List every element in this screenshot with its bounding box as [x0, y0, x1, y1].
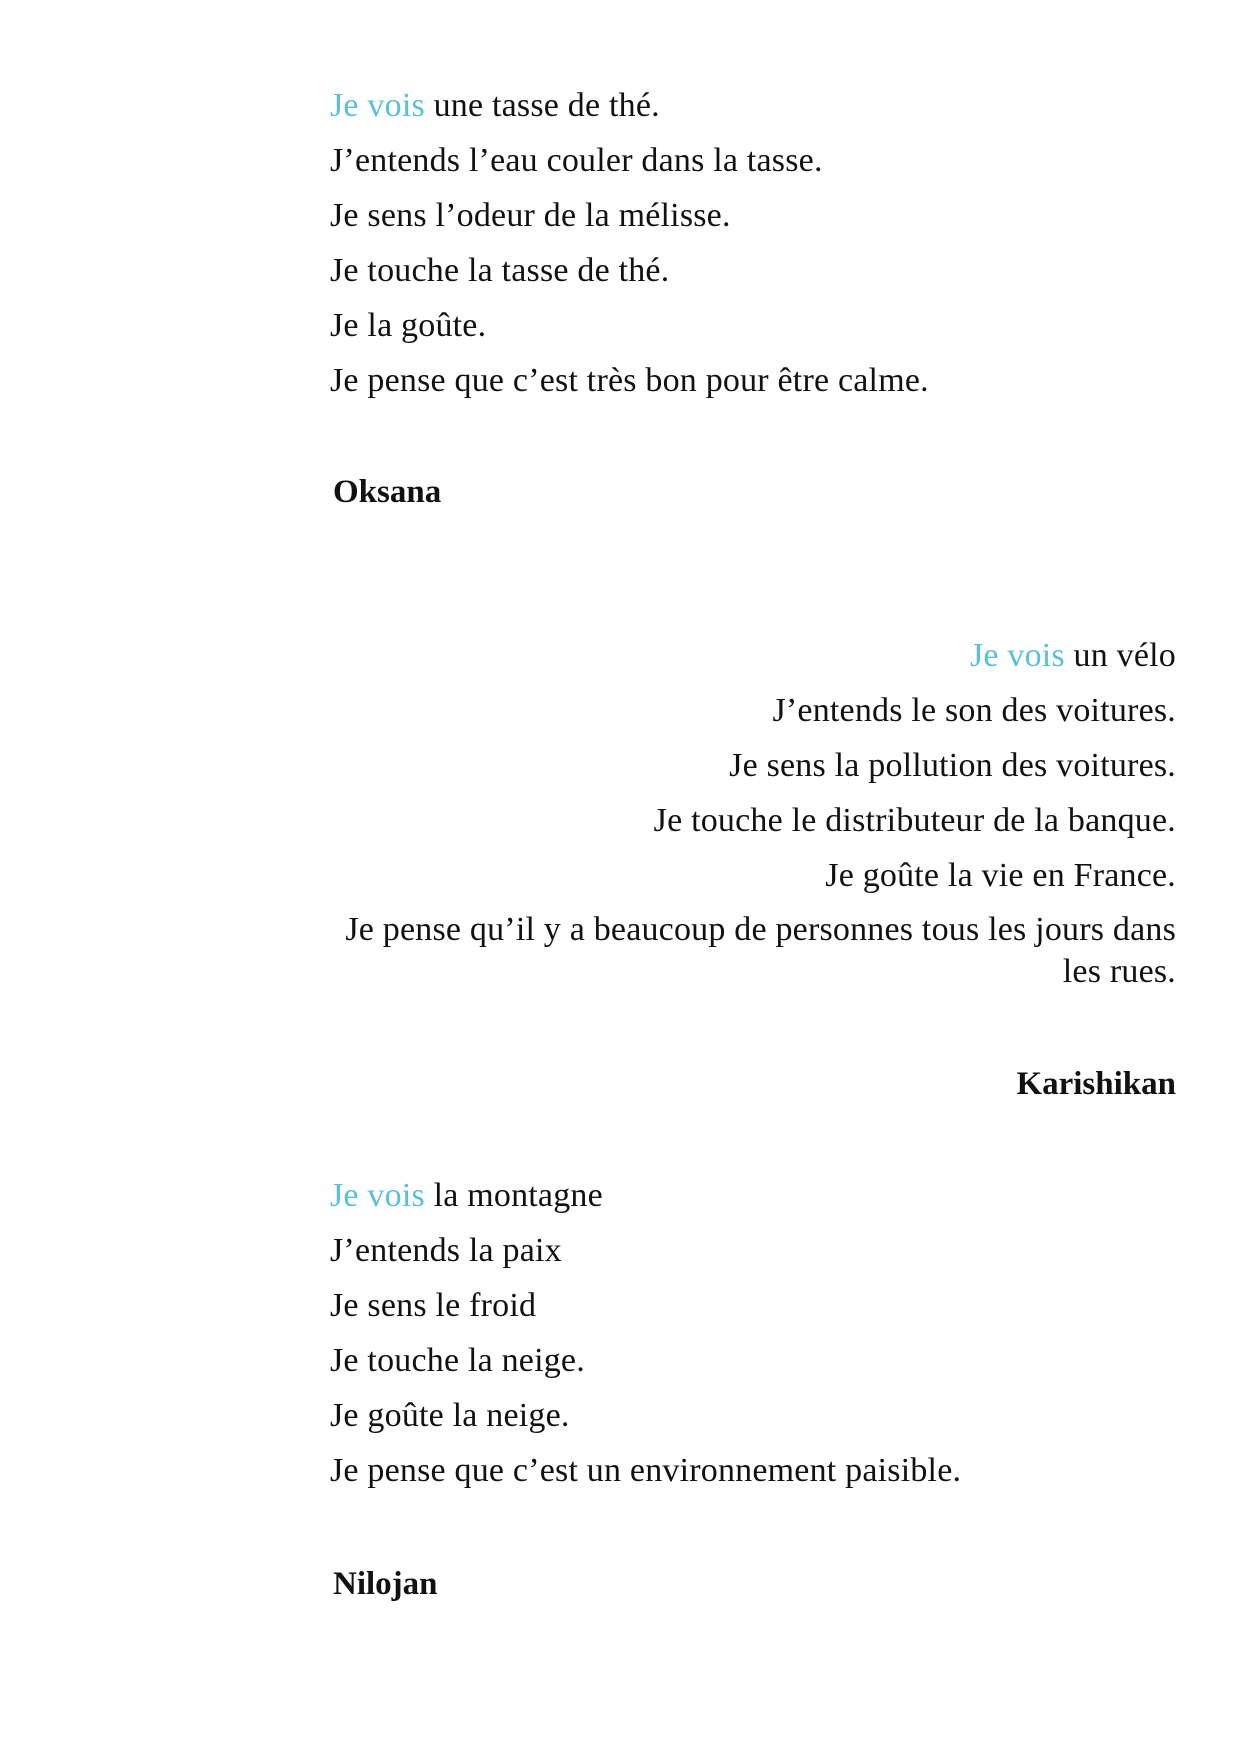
poem-line: Je touche la tasse de thé. [330, 252, 670, 289]
accent-phrase: Je vois [330, 87, 425, 124]
poem-line: Je sens l’odeur de la mélisse. [330, 197, 731, 234]
poem-karishikan [340, 628, 1176, 993]
poem-line [330, 1168, 1130, 1223]
poem-line: Je touche le distributeur de la banque. [653, 802, 1176, 839]
poem-oksana [330, 78, 1090, 408]
poem-line: J’entends l’eau couler dans la tasse. [330, 142, 823, 179]
line-text: la montagne [424, 1177, 603, 1214]
line-text: un vélo [1064, 637, 1176, 674]
author-name: Nilojan [333, 1566, 438, 1602]
poem-line: Je sens la pollution des voitures. [729, 747, 1176, 784]
poem-line: Je pense que c’est un environnement paisible. [330, 1452, 962, 1489]
line-text: une tasse de thé. [424, 87, 660, 124]
poem-line: J’entends le son des voitures. [772, 692, 1176, 729]
poem-line [340, 628, 1176, 683]
author-name: Oksana [333, 474, 442, 510]
poem-line: Je goûte la neige. [330, 1397, 570, 1434]
poem-line: J’entends la paix [330, 1232, 562, 1269]
poem-line: Je pense qu’il y a beaucoup de personnes tous les jours dans les rues. [345, 911, 1176, 990]
accent-phrase: Je vois [969, 637, 1065, 674]
poem-line: Je touche la neige. [330, 1342, 585, 1379]
poem-line [330, 78, 1090, 133]
poem-line: Je sens le froid [330, 1287, 537, 1324]
poem-line: Je la goûte. [330, 307, 487, 344]
poem-line: Je goûte la vie en France. [825, 857, 1176, 894]
poem-nilojan [330, 1168, 1130, 1498]
accent-phrase: Je vois [330, 1177, 425, 1214]
author-name: Karishikan [1016, 1066, 1176, 1102]
poem-line: Je pense que c’est très bon pour être calme. [330, 362, 929, 399]
